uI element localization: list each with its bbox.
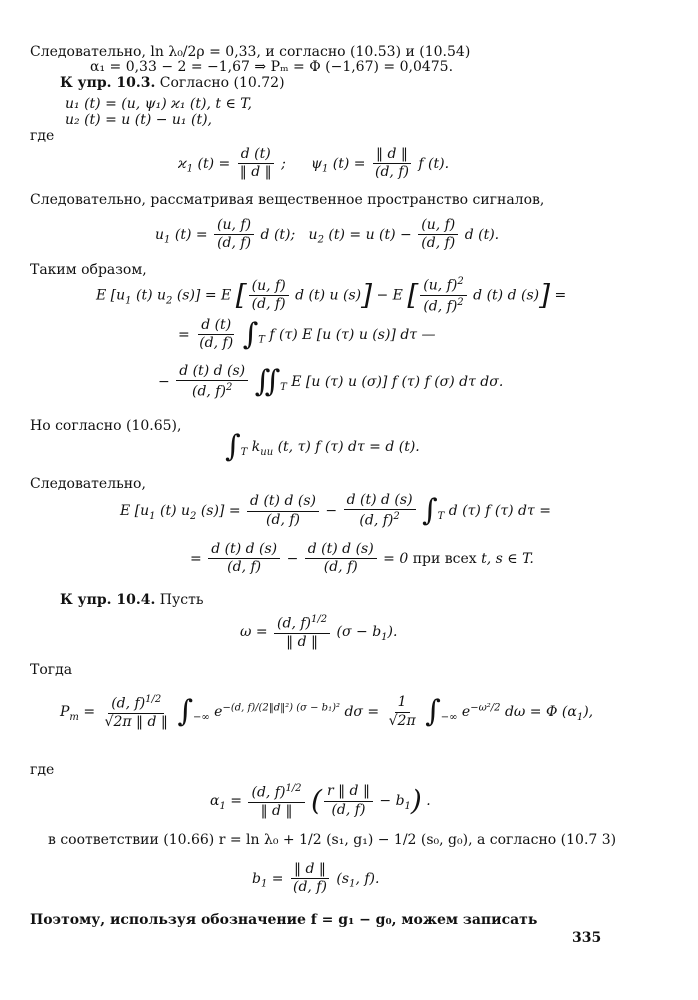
word-togda: Тогда [30,662,73,678]
exercise-label-2: К упр. 10.4. [60,592,156,608]
formula-omega: ω = $\frac{(d, f)^{1/2}}{‖ d ‖}$ $(\sigma - b_1)$. [240,614,398,651]
page-number: 335 [572,930,602,946]
exercise-text: Согласно (10.72) [159,75,285,91]
formula-E3: − $\frac{d (t) d (s)}{(d, f)^2}$ $∬_T$ E [u (τ) u (σ)] f (τ) f (σ) dτ dσ. [158,363,504,401]
text-line-9: Таким образом, [30,262,147,278]
formula-alpha: $\alpha_1$ = $\frac{(d, f)^{1/2}}{‖ d ‖}$ ( $\frac{r ‖ d ‖}{(d, f)}$ − $b_1$) . [210,783,431,820]
formula-E1: E [$u_1$ (t) $u_2$ (s)] = E [ $\frac{(u, f)}{(d, f)}$ d (t) u (s)] − E [ $\frac{(u, f)^2}{(d, f)^2}$ d (t) d (s)] = [96,276,567,315]
text-line-15: Следовательно, [30,476,146,492]
exercise-label: К упр. 10.3. [60,75,156,91]
formula-psi: $\psi_1$ (t) = $\frac{‖ d ‖}{(d, f)}$ f (t). [311,146,450,181]
formula-E2: = $\frac{d (t)}{(d, f)}$ $\int_T$ f (τ) E [u (τ) u (s)] dτ — [178,316,436,352]
formula-Pm: $P_m$ = $\frac{(d, f)^{1/2}}{√2\pi ‖ d ‖}$ $\int_{-\infty}$ $e^{-(d, f)/(2‖d‖^2) (\sigma - b_1)^2}$ dσ = $\frac{1}{√2\pi}$ $\int_{-\infty}$ $e^{-\omega^2/2}$ dω = Φ $(\alpha_1)$, [60,694,594,731]
formula-E5: = $\frac{d (t) d (s)}{(d, f)}$ − $\frac{d (t) d (s)}{(d, f)}$ = 0 при всех t, s ∈ T. [190,541,534,576]
text-line-7: Следовательно, рассматривая вещественное пространство сигналов, [30,192,545,208]
text-line-1: Следовательно, ln λ₀/2ρ = 0,33, и согласно (10.53) и (10.54) [30,44,471,60]
word-gde-2: где [30,762,55,778]
text-line-13: Но согласно (10.65), [30,418,182,434]
formula-kuu: $\int_T$ $k_{uu}$ (t, τ) f (τ) dτ = d (t). [225,429,420,464]
exercise-10-4-line [60,592,203,608]
text-line-24: в соответствии (10.66) r = ln λ₀ + 1/2 (s₁, g₁) − 1/2 (s₀, g₀), а согласно (10.7 3) [48,832,617,848]
text-line-26: Поэтому, используя обозначение f = g₁ − g₀, можем записать [30,912,538,928]
exercise-10-3-line [60,75,285,91]
text-line-2: α₁ = 0,33 − 2 = −1,67 ⇒ Pₘ = Φ (−1,67) = 0,0475. [90,59,454,75]
text-line-5: u₂ (t) = u (t) − u₁ (t), [65,112,212,128]
formula-u1-u2: $u_1$ (t) = $\frac{(u, f)}{(d, f)}$ d (t); $u_2$ (t) = u (t) − $\frac{(u, f)}{(d, f)}$ d (t). [155,217,500,252]
word-gde-1: где [30,128,55,144]
formula-E4: E [$u_1$ (t) $u_2$ (s)] = $\frac{d (t) d (s)}{(d, f)}$ − $\frac{d (t) d (s)}{(d, f)^2}$ $\int_T$ d (τ) f (τ) dτ = [120,492,551,530]
text-line-4: u₁ (t) = (u, ψ₁) ϰ₁ (t), t ∈ T, [65,96,253,112]
exercise-text-2: Пусть [159,592,204,608]
formula-kappa: $ϰ_1$ (t) = $\frac{d (t)}{‖ d ‖}$ ; [178,146,286,181]
formula-b1: $b_1$ = $\frac{‖ d ‖}{(d, f)}$ ($s_1$, f). [252,861,380,896]
